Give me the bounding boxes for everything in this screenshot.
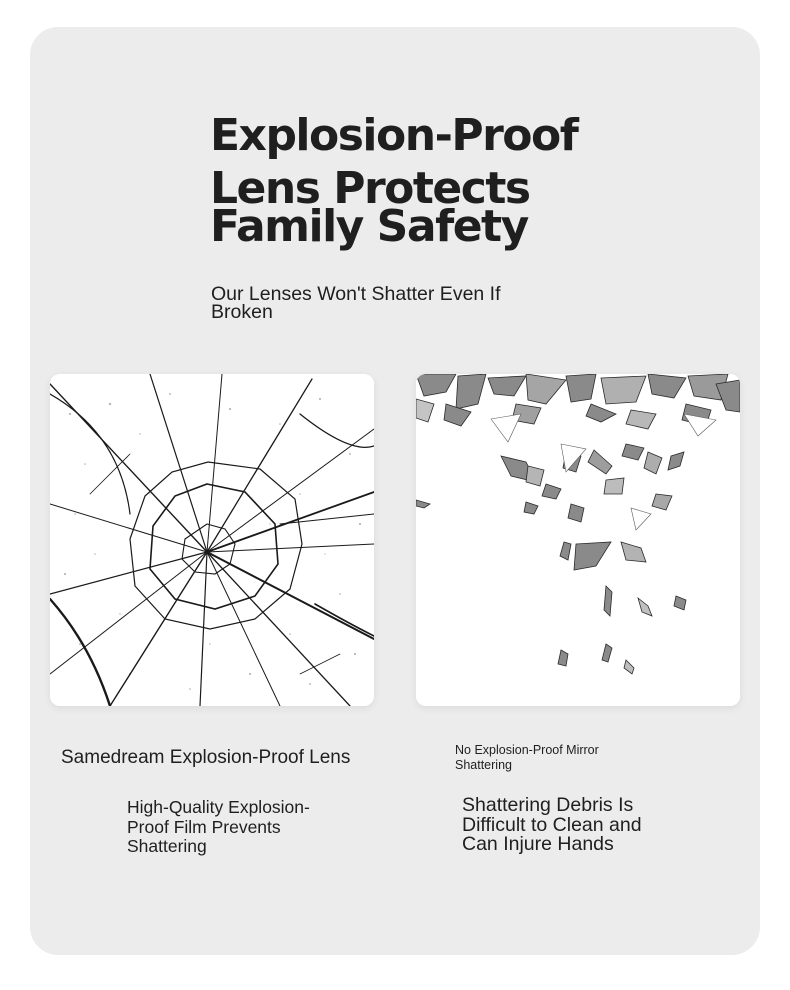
cracked-glass-image (50, 374, 374, 706)
headline-line-2: Lens Protects (210, 163, 530, 214)
shattered-glass-image (416, 374, 740, 706)
headline-line-1: Explosion-Proof (210, 110, 578, 161)
right-caption-title: No Explosion-Proof Mirror Shattering (455, 743, 599, 772)
headline-line-3: Family Safety (210, 201, 528, 252)
subtitle: Our Lenses Won't Shatter Even If Broken (211, 283, 501, 323)
left-caption-title: Samedream Explosion-Proof Lens (61, 747, 351, 768)
right-caption-description: Shattering Debris Is Difficult to Clean and Can Injure Hands (462, 794, 642, 855)
left-caption-description: High-Quality Explosion-Proof Film Prevents Shattering (127, 797, 310, 856)
